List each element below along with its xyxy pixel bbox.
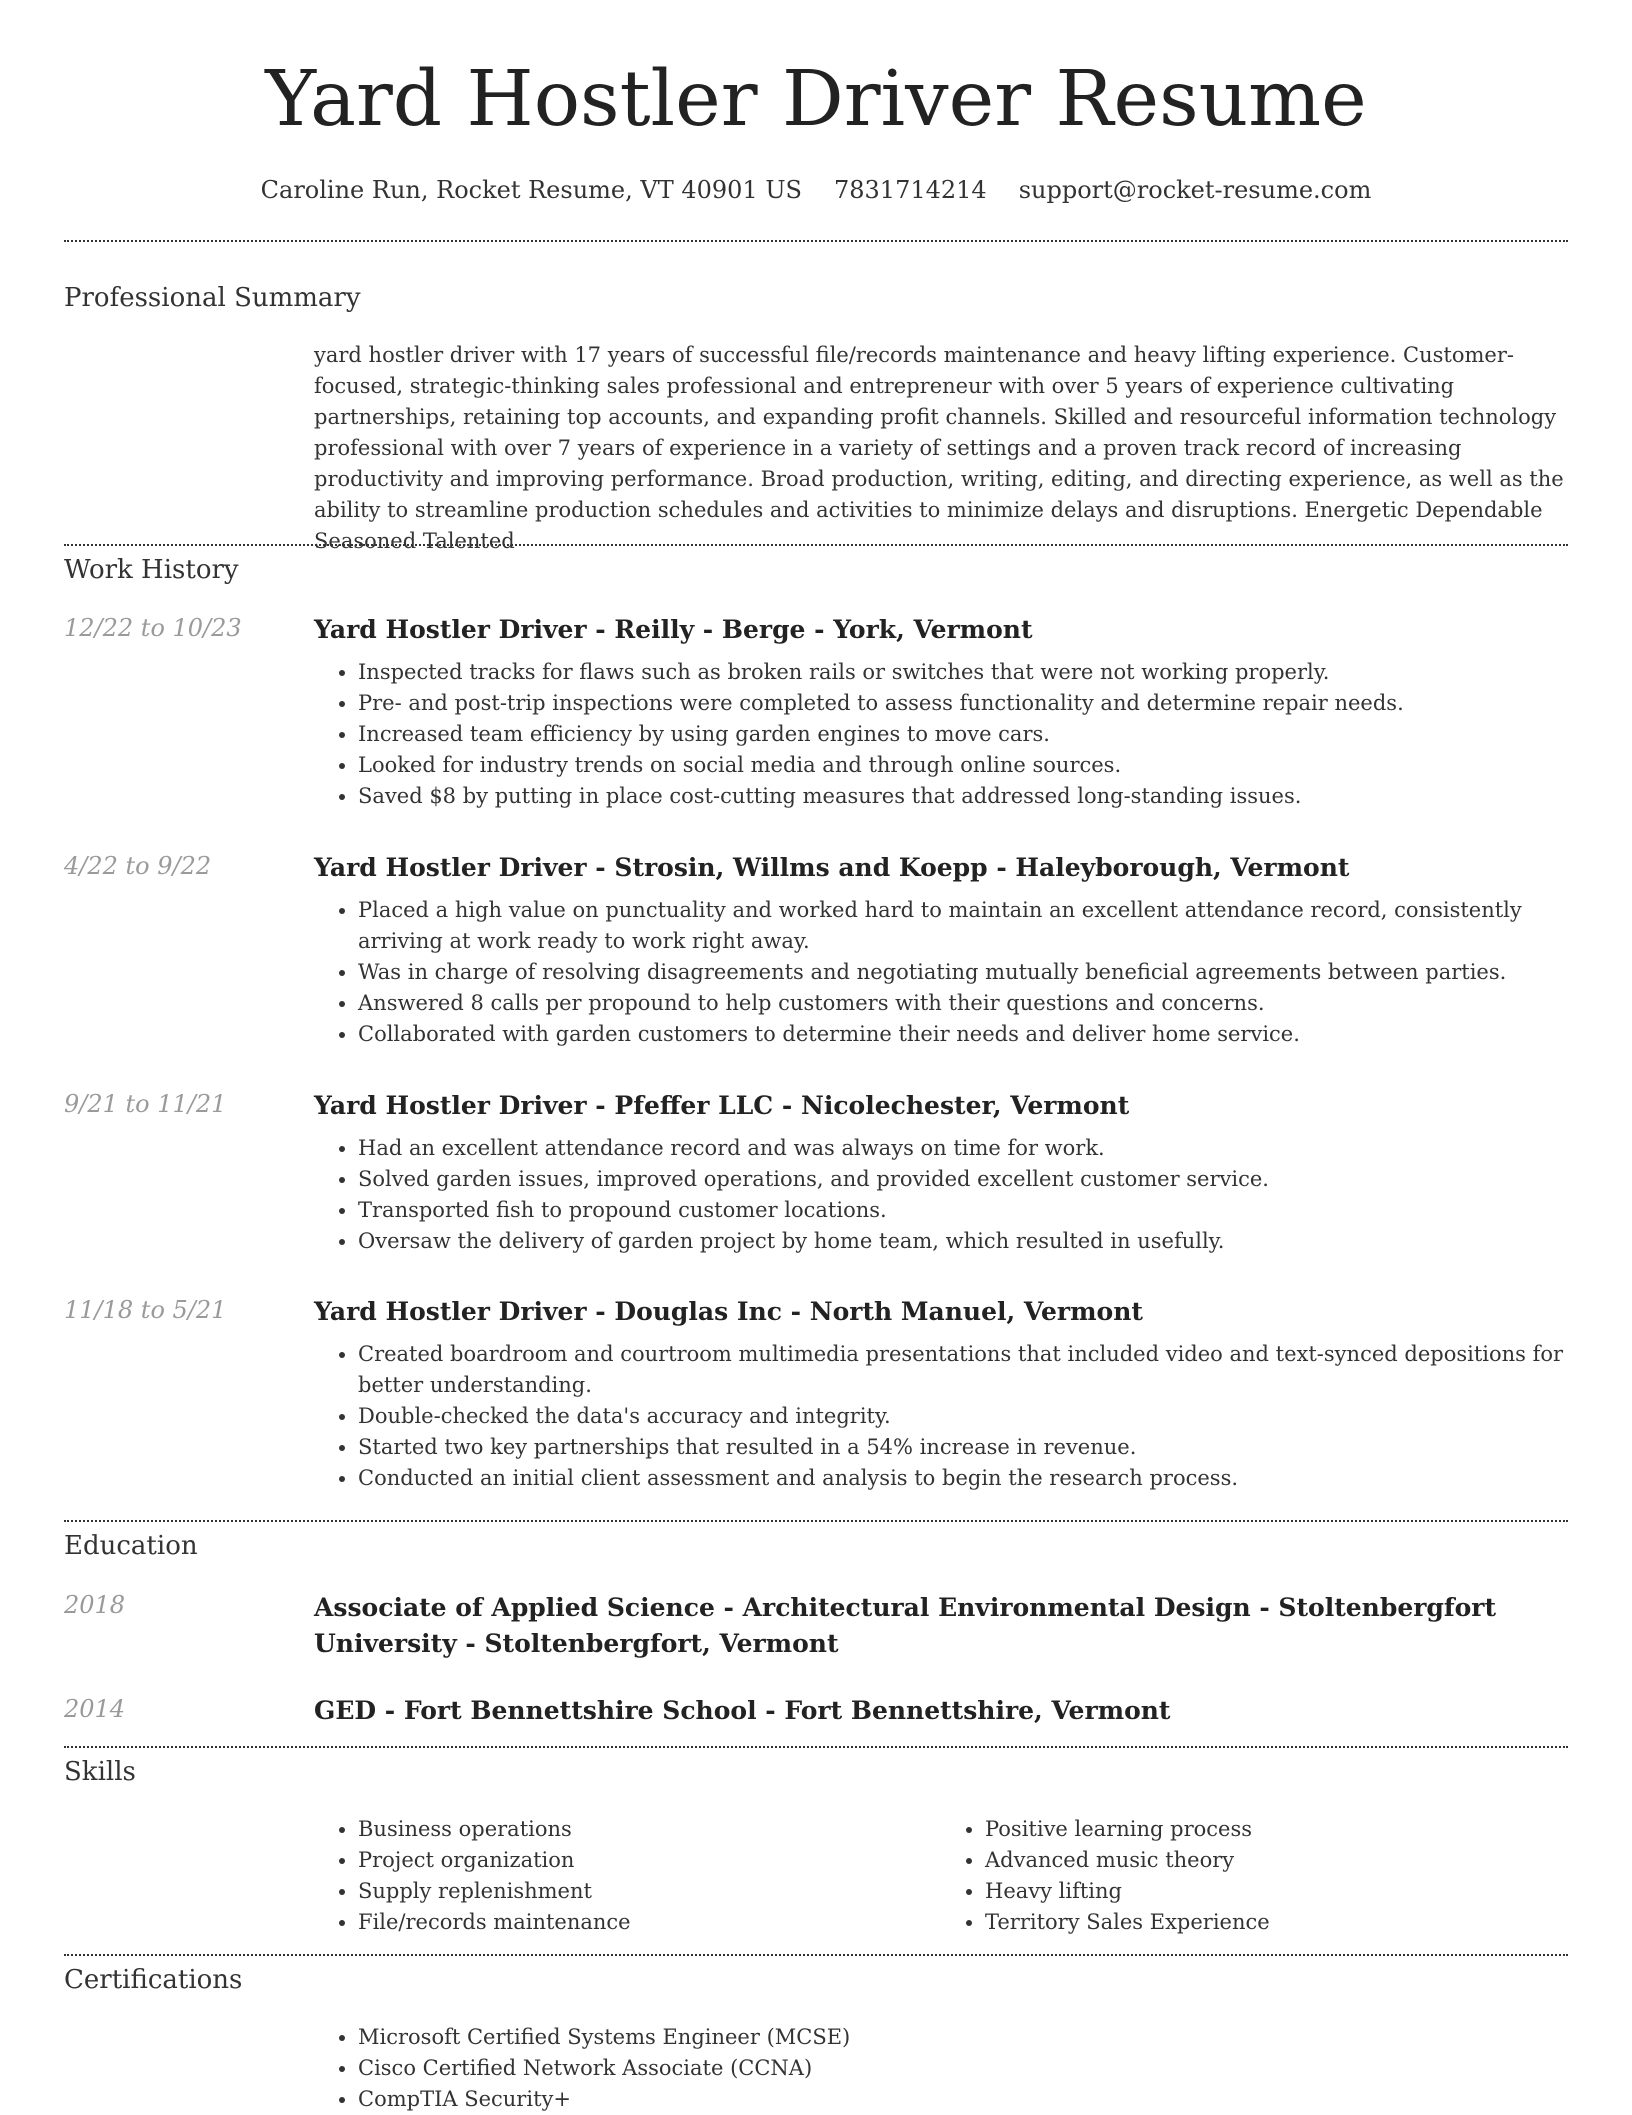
job-dates: 12/22 to 10/23	[64, 614, 242, 642]
summary-block	[314, 340, 1568, 557]
job-bullet: • Was in charge of resolving disagreements and negotiating mutually beneficial agreements between parties.	[358, 957, 1568, 988]
education-entry	[314, 1590, 1568, 1662]
job-bullet: • Transported fish to propound customer locations.	[358, 1195, 1568, 1226]
summary-text: yard hostler driver with 17 years of successful file/records maintenance and heavy lifting experience. Customer-focused, strategic-thinking sales professional and entrepreneur with over 5 years of experience cultivating partnerships, retaining top accounts, and expanding profit channels. Skilled and resourceful information technology professional with over 7 years of experience in a variety of settings and a proven track record of increasing productivity and improving performance. Broad production, writing, editing, and directing experience, as well as the ability to streamline production schedules and activities to minimize delays and disruptions. Energetic Dependable Seasoned Talented	[314, 343, 1564, 553]
job-bullet: • Inspected tracks for flaws such as broken rails or switches that were not working properly.	[358, 657, 1568, 688]
skills-list-right	[941, 1814, 1568, 1938]
summary-heading: Professional Summary	[64, 283, 361, 313]
job-bullet: • Started two key partnerships that resulted in a 54% increase in revenue.	[358, 1432, 1568, 1463]
skills-grid	[314, 1814, 1568, 1938]
skill-item: • Supply replenishment	[358, 1876, 941, 1907]
job-title: Yard Hostler Driver - Reilly - Berge - York, Vermont	[314, 615, 1033, 644]
job-dates: 11/18 to 5/21	[64, 1296, 227, 1324]
skill-item: • Advanced music theory	[985, 1845, 1568, 1876]
resume-title: Yard Hostler Driver Resume	[265, 55, 1367, 144]
skill-item: • Business operations	[358, 1814, 941, 1845]
certifications-heading: Certifications	[64, 1965, 243, 1995]
job-entry	[314, 1295, 1568, 1494]
certifications-list	[314, 2022, 1568, 2115]
contact-line	[0, 176, 1632, 204]
job-title: Yard Hostler Driver - Douglas Inc - North Manuel, Vermont	[314, 1297, 1143, 1326]
skills-list-left	[314, 1814, 941, 1938]
certification-item: • Cisco Certified Network Associate (CCNA)	[358, 2053, 1568, 2084]
skill-item: • Positive learning process	[985, 1814, 1568, 1845]
work-history-heading: Work History	[64, 555, 239, 585]
job-entry	[314, 613, 1568, 812]
certification-item: • CompTIA Security+	[358, 2084, 1568, 2115]
job-bullet: • Conducted an initial client assessment and analysis to begin the research process.	[358, 1463, 1568, 1494]
job-bullet: • Created boardroom and courtroom multimedia presentations that included video and text-synced depositions for better understanding.	[358, 1339, 1568, 1401]
education-entry	[314, 1694, 1568, 1728]
skills-block	[314, 1814, 1568, 1938]
section-divider	[64, 1520, 1568, 1522]
section-divider	[64, 544, 1568, 546]
skill-item: • File/records maintenance	[358, 1907, 941, 1938]
job-bullet: • Answered 8 calls per propound to help customers with their questions and concerns.	[358, 988, 1568, 1019]
job-bullet: • Had an excellent attendance record and was always on time for work.	[358, 1133, 1568, 1164]
section-divider	[64, 240, 1568, 242]
job-title: Yard Hostler Driver - Strosin, Willms and Koepp - Haleyborough, Vermont	[314, 853, 1350, 882]
job-bullet: • Collaborated with garden customers to determine their needs and deliver home service.	[358, 1019, 1568, 1050]
job-bullet: • Solved garden issues, improved operations, and provided excellent customer service.	[358, 1164, 1568, 1195]
job-bullets	[314, 895, 1568, 1050]
section-divider	[64, 1746, 1568, 1748]
job-bullet: • Oversaw the delivery of garden project by home team, which resulted in usefully.	[358, 1226, 1568, 1257]
job-bullet: • Saved $8 by putting in place cost-cutting measures that addressed long-standing issues.	[358, 781, 1568, 812]
education-year: 2014	[64, 1695, 126, 1723]
job-dates: 9/21 to 11/21	[64, 1090, 227, 1118]
certifications-block	[314, 2022, 1568, 2115]
job-entry	[314, 851, 1568, 1050]
job-bullets	[314, 1339, 1568, 1494]
job-bullet: • Placed a high value on punctuality and worked hard to maintain an excellent attendance record, consistently arriving at work ready to work right away.	[358, 895, 1568, 957]
certification-item: • Microsoft Certified Systems Engineer (MCSE)	[358, 2022, 1568, 2053]
contact-email: support@rocket-resume.com	[1018, 176, 1372, 204]
job-bullets	[314, 657, 1568, 812]
education-title: GED - Fort Bennettshire School - Fort Bennettshire, Vermont	[314, 1696, 1171, 1725]
contact-phone: 7831714214	[834, 176, 987, 204]
resume-header	[0, 0, 1632, 204]
job-bullet: • Increased team efficiency by using garden engines to move cars.	[358, 719, 1568, 750]
skill-item: • Territory Sales Experience	[985, 1907, 1568, 1938]
job-dates: 4/22 to 9/22	[64, 852, 212, 880]
job-entry	[314, 1089, 1568, 1257]
job-bullet: • Double-checked the data's accuracy and integrity.	[358, 1401, 1568, 1432]
job-bullet: • Pre- and post-trip inspections were completed to assess functionality and determine repair needs.	[358, 688, 1568, 719]
skill-item: • Heavy lifting	[985, 1876, 1568, 1907]
education-year: 2018	[64, 1591, 126, 1619]
skills-heading: Skills	[64, 1757, 136, 1787]
job-bullets	[314, 1133, 1568, 1257]
job-title: Yard Hostler Driver - Pfeffer LLC - Nicolechester, Vermont	[314, 1091, 1130, 1120]
job-bullet: • Looked for industry trends on social media and through online sources.	[358, 750, 1568, 781]
education-title: Associate of Applied Science - Architectural Environmental Design - Stoltenbergfort University - Stoltenbergfort, Vermont	[314, 1593, 1497, 1658]
skill-item: • Project organization	[358, 1845, 941, 1876]
contact-address: Caroline Run, Rocket Resume, VT 40901 US	[260, 176, 802, 204]
education-heading: Education	[64, 1531, 198, 1561]
section-divider	[64, 1954, 1568, 1956]
